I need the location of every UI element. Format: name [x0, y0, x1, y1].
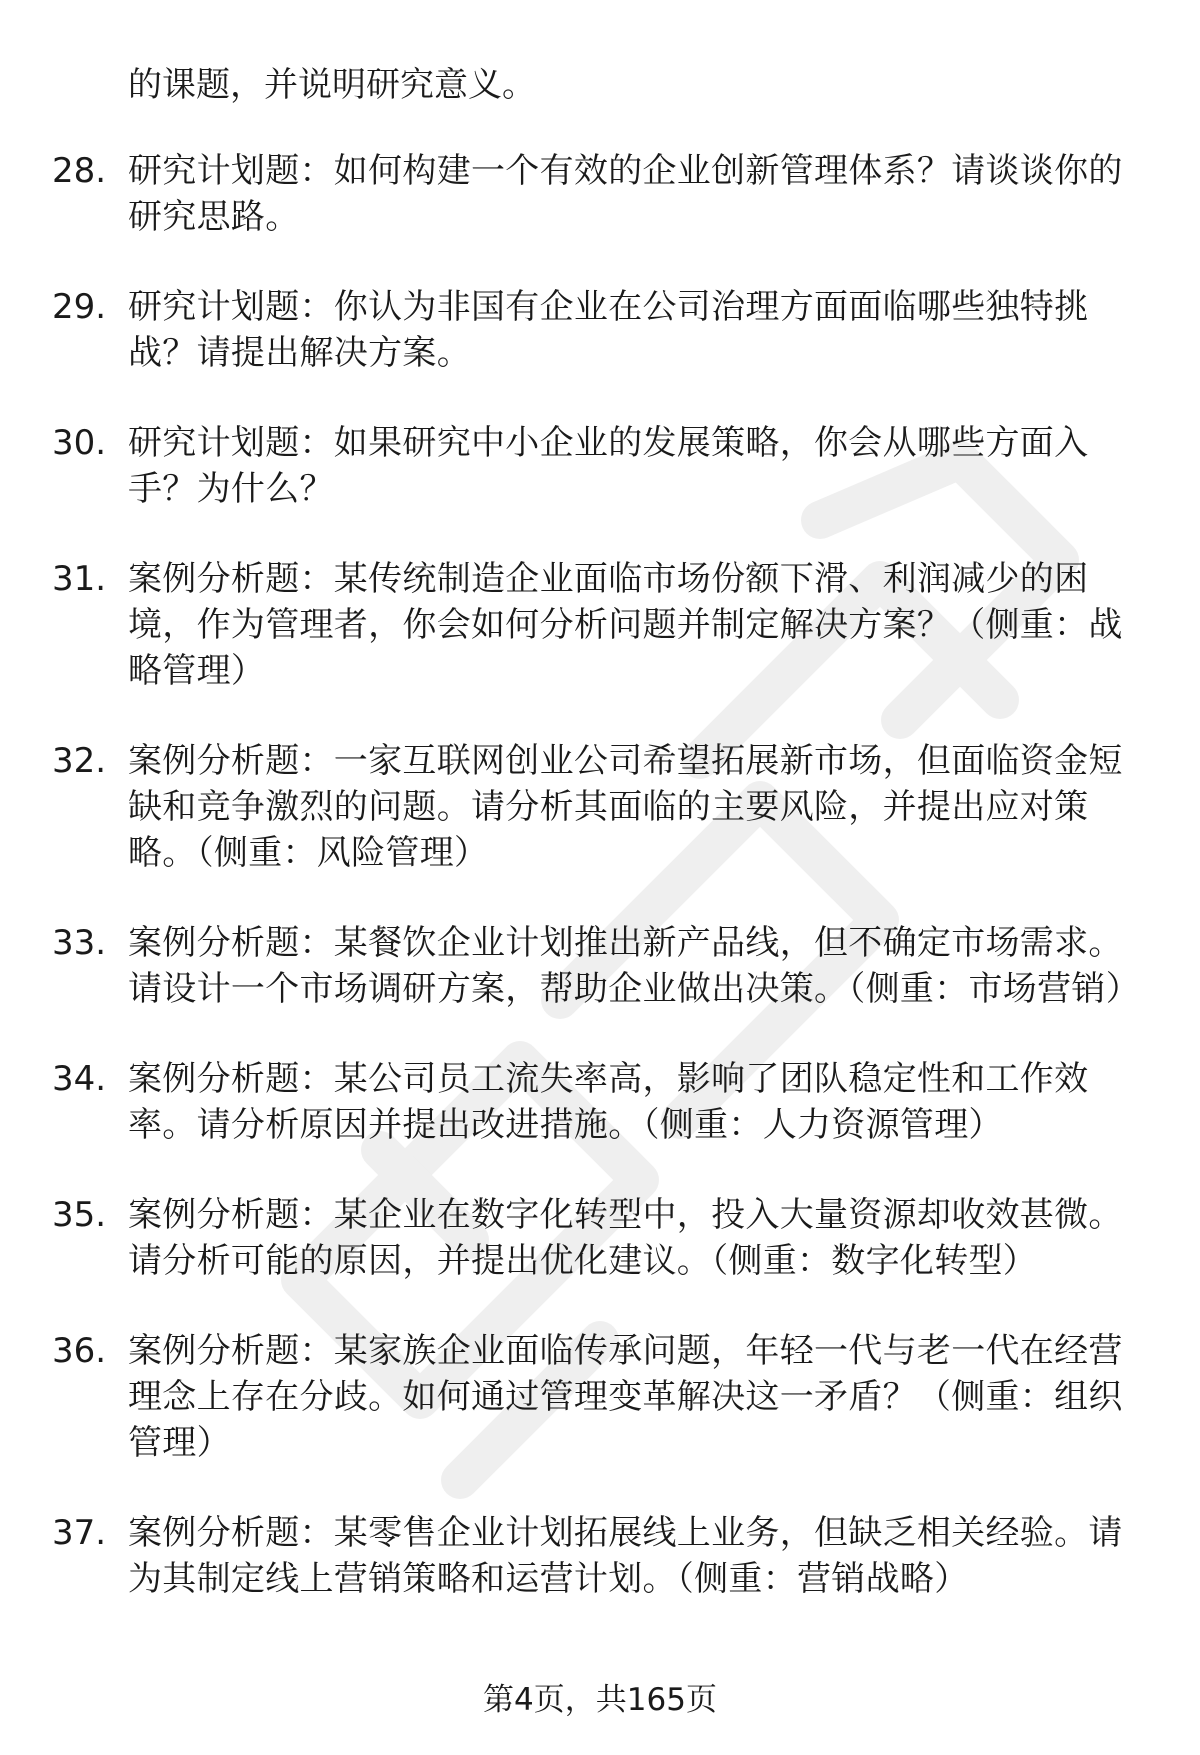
continuation-text: 的课题，并说明研究意义。 [128, 65, 536, 105]
question-item [0, 284, 1200, 376]
question-item [0, 556, 1200, 694]
question-text: 研究计划题：如果研究中小企业的发展策略，你会从哪些方面入手？为什么？ [128, 423, 1089, 509]
question-number: 32. [52, 741, 107, 781]
question-number: 28. [52, 151, 107, 191]
question-text: 案例分析题：一家互联网创业公司希望拓展新市场，但面临资金短缺和竞争激烈的问题。请分析其面临的主要风险，并提出应对策略。（侧重：风险管理） [128, 741, 1123, 873]
question-item [0, 1192, 1200, 1284]
question-number: 30. [52, 423, 107, 463]
question-item [0, 420, 1200, 512]
question-number: 37. [52, 1513, 107, 1553]
page-footer: 第4页，共165页 [483, 1682, 717, 1718]
question-text: 研究计划题：如何构建一个有效的企业创新管理体系？请谈谈你的研究思路。 [128, 151, 1123, 237]
question-number: 34. [52, 1059, 107, 1099]
question-item [0, 738, 1200, 876]
question-text: 研究计划题：你认为非国有企业在公司治理方面面临哪些独特挑战？请提出解决方案。 [128, 287, 1089, 373]
question-number: 33. [52, 923, 107, 963]
question-number: 29. [52, 287, 107, 327]
question-number: 36. [52, 1331, 107, 1371]
question-item [0, 920, 1200, 1012]
question-number: 31. [52, 559, 107, 599]
question-text: 案例分析题：某传统制造企业面临市场份额下滑、利润减少的困境，作为管理者，你会如何分析问题并制定解决方案？（侧重：战略管理） [128, 559, 1123, 691]
question-text: 案例分析题：某家族企业面临传承问题，年轻一代与老一代在经营理念上存在分歧。如何通过管理变革解决这一矛盾？（侧重：组织管理） [128, 1331, 1123, 1463]
question-text: 案例分析题：某企业在数字化转型中，投入大量资源却收效甚微。请分析可能的原因，并提出优化建议。（侧重：数字化转型） [128, 1195, 1123, 1281]
question-number: 35. [52, 1195, 107, 1235]
question-item [0, 1328, 1200, 1466]
question-item [0, 1510, 1200, 1602]
question-item [0, 1056, 1200, 1148]
question-item [0, 148, 1200, 240]
question-text: 案例分析题：某公司员工流失率高，影响了团队稳定性和工作效率。请分析原因并提出改进措施。（侧重：人力资源管理） [128, 1059, 1089, 1145]
question-text: 案例分析题：某餐饮企业计划推出新产品线，但不确定市场需求。请设计一个市场调研方案，帮助企业做出决策。（侧重：市场营销） [128, 923, 1140, 1009]
question-list [0, 148, 1200, 1602]
question-text: 案例分析题：某零售企业计划拓展线上业务，但缺乏相关经验。请为其制定线上营销策略和运营计划。（侧重：营销战略） [128, 1513, 1123, 1599]
